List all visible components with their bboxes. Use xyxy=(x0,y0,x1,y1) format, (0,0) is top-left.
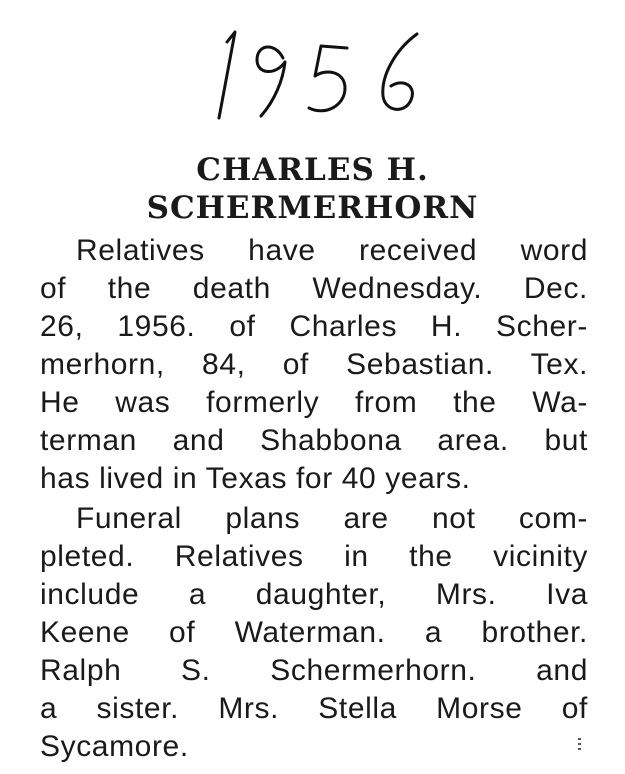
handwritten-year-drawing xyxy=(205,20,445,130)
text-line: Keene of Waterman. a brother. xyxy=(40,616,588,649)
text-line: of the death Wednesday. Dec. xyxy=(40,272,588,305)
handwritten-year-note xyxy=(205,20,445,130)
text-line: Sycamore. xyxy=(40,730,189,763)
text-line: He was formerly from the Wa- xyxy=(40,386,588,419)
text-line: merhorn, 84, of Sebastian. Tex. xyxy=(40,348,588,381)
text-line: Funeral plans are not com- xyxy=(76,502,588,535)
obituary-paragraph-2 xyxy=(40,500,588,766)
headline-name: CHARLES H. xyxy=(196,152,429,188)
text-line: Ralph S. Schermerhorn. and xyxy=(40,654,588,687)
text-line: has lived in Texas for 40 years. xyxy=(40,462,471,495)
text-line: Relatives have received word xyxy=(76,234,588,267)
obituary-paragraph-1 xyxy=(40,232,588,498)
headline-surname: SCHERMERHORN xyxy=(146,190,479,226)
text-line: include a daughter, Mrs. Iva xyxy=(40,578,588,611)
text-line: a sister. Mrs. Stella Morse of xyxy=(40,692,588,725)
print-speck xyxy=(578,738,581,752)
text-line: pleted. Relatives in the vicinity xyxy=(40,540,588,573)
text-line: terman and Shabbona area. but xyxy=(40,424,588,457)
text-line: 26, 1956. of Charles H. Scher- xyxy=(40,310,588,343)
